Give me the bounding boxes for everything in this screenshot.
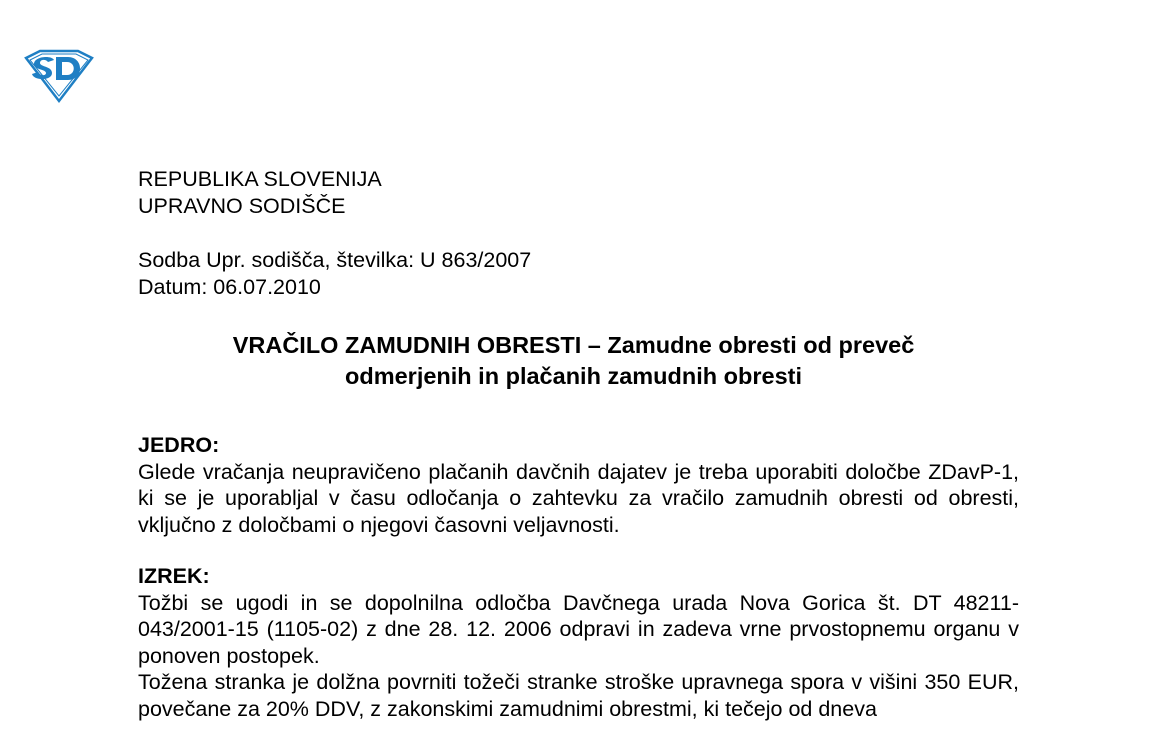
izrek-paragraph-1: Tožbi se ugodi in se dopolnilna odločba Davčnega urada Nova Gorica št. DT 48211-043/2001-15 (1105-02) z dne 28. 12. 2006 odpravi in zadeva vrne prvostopnemu organu v ponoven postopek. xyxy=(138,590,1019,668)
court-name: UPRAVNO SODIŠČE xyxy=(138,193,346,218)
izrek-paragraph-2: Tožena stranka je dolžna povrniti tožeči stranke stroške upravnega spora v višini 350 EUR, povečane za 20% DDV, z zakonskimi zamudnimi obrestmi, ki tečejo od dneva xyxy=(138,670,1019,721)
court-header xyxy=(138,166,1019,219)
case-info xyxy=(138,247,1019,300)
case-date: Datum: 06.07.2010 xyxy=(138,274,321,299)
jedro-section xyxy=(138,432,1019,538)
izrek-section xyxy=(138,563,1019,722)
izrek-heading: IZREK: xyxy=(138,564,210,588)
jedro-heading: JEDRO: xyxy=(138,433,220,457)
case-reference: Sodba Upr. sodišča, številka: U 863/2007 xyxy=(138,248,532,272)
document-title xyxy=(128,330,1019,392)
country-name: REPUBLIKA SLOVENIJA xyxy=(138,167,382,191)
document-page xyxy=(138,166,1019,722)
jedro-text: Glede vračanja neupravičeno plačanih davčnih dajatev je treba uporabiti določbe ZDavP-1, ki se je uporabljal v času odločanja o zahtevku za vračilo zamudnih obresti od obresti, vključno z določbami o njegovi časovni veljavnosti. xyxy=(138,459,1019,537)
title-line-2: odmerjenih in plačanih zamudnih obresti xyxy=(345,363,802,389)
sd-logo-icon xyxy=(22,48,96,104)
title-line-1: VRAČILO ZAMUDNIH OBRESTI – Zamudne obresti od preveč xyxy=(232,332,915,358)
